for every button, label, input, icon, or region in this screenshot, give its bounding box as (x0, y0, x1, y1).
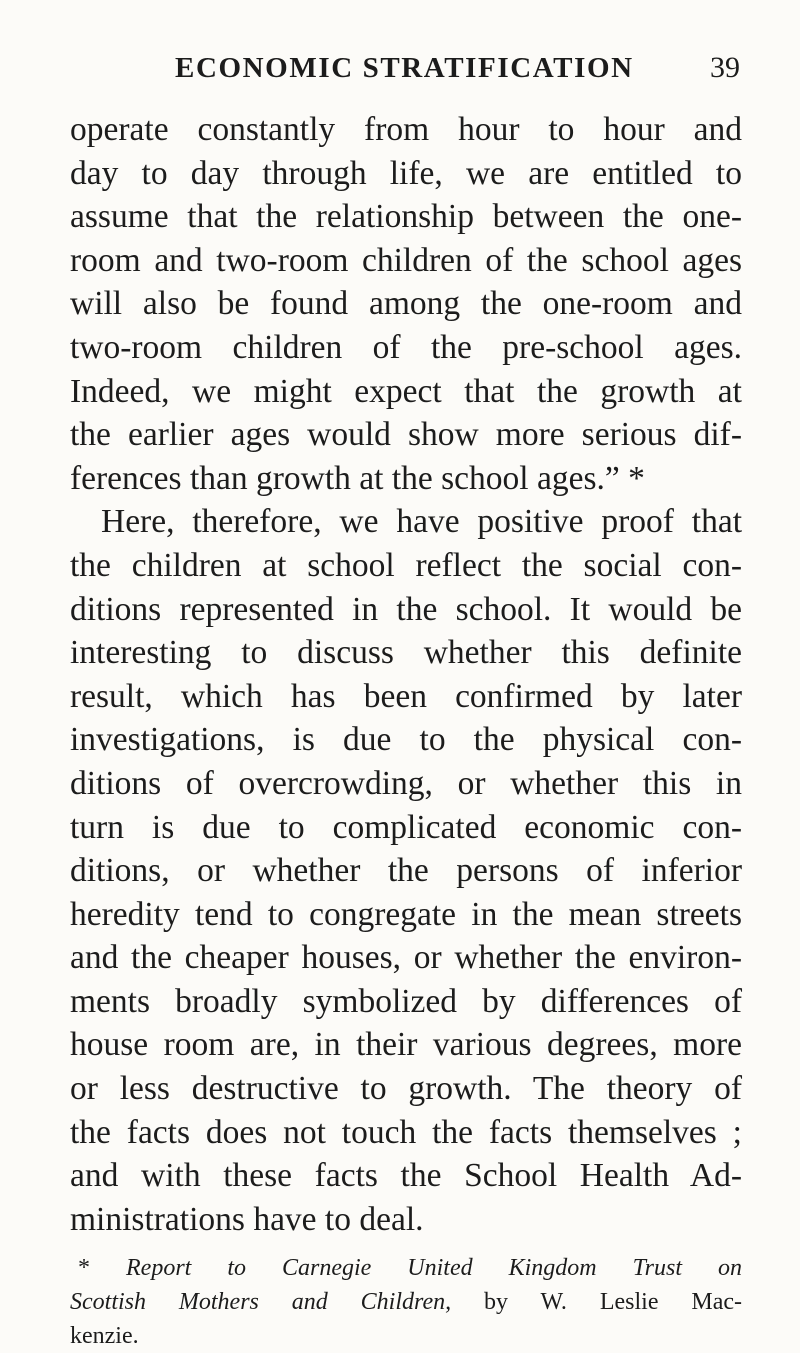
footnote (70, 1251, 742, 1353)
text-line: the children at school reflect the social con- (70, 546, 742, 584)
text-line: Here, therefore, we have positive proof that (101, 503, 742, 541)
text-line: ditions of overcrowding, or whether this in (70, 764, 742, 802)
running-head (70, 0, 742, 108)
text-line: or less destructive to growth. The theory of (70, 1070, 742, 1108)
text-line: the earlier ages would show more serious dif- (70, 416, 742, 454)
text-line: interesting to discuss whether this definite (70, 634, 742, 672)
footnote-line (70, 1285, 742, 1319)
text-line: turn is due to complicated economic con- (70, 808, 742, 846)
text-line: result, which has been confirmed by later (70, 677, 742, 715)
text-line: ministrations have to deal. (70, 1200, 424, 1238)
footnote-marker: * (78, 1255, 90, 1282)
text-line: Indeed, we might expect that the growth at (70, 372, 742, 410)
book-page (70, 0, 742, 1353)
footnote-line: kenzie. (70, 1323, 139, 1350)
text-line: ditions, or whether the persons of inferior (70, 852, 742, 890)
text-line: assume that the relationship between the one- (70, 198, 742, 236)
text-line: two-room children of the pre-school ages. (70, 328, 742, 366)
text-line: house room are, in their various degrees, more (70, 1026, 742, 1064)
footnote-line (70, 1251, 742, 1285)
footnote-author: by W. Leslie Mac- (451, 1289, 742, 1316)
footnote-title: Report to Carnegie United Kingdom Trust on (126, 1255, 742, 1282)
text-line: ferences than growth at the school ages.” * (70, 459, 645, 497)
text-line: day to day through life, we are entitled to (70, 154, 742, 192)
text-line: room and two-room children of the school ages (70, 241, 742, 279)
footnote-title: Scottish Mothers and Children, (70, 1289, 452, 1316)
text-line: will also be found among the one-room and (70, 285, 742, 323)
text-line: investigations, is due to the physical con- (70, 721, 742, 759)
running-title: ECONOMIC STRATIFICATION (175, 52, 634, 84)
text-line: the facts does not touch the facts themselves ; (70, 1113, 742, 1151)
text-line: heredity tend to congregate in the mean streets (70, 895, 742, 933)
text-line: and the cheaper houses, or whether the environ- (70, 939, 742, 977)
text-line: ditions represented in the school. It would be (70, 590, 742, 628)
body-text (70, 108, 742, 1241)
text-line: and with these facts the School Health Ad- (70, 1157, 742, 1195)
text-line: ments broadly symbolized by differences of (70, 982, 742, 1020)
text-line: operate constantly from hour to hour and (70, 111, 742, 148)
page-number: 39 (710, 51, 740, 84)
